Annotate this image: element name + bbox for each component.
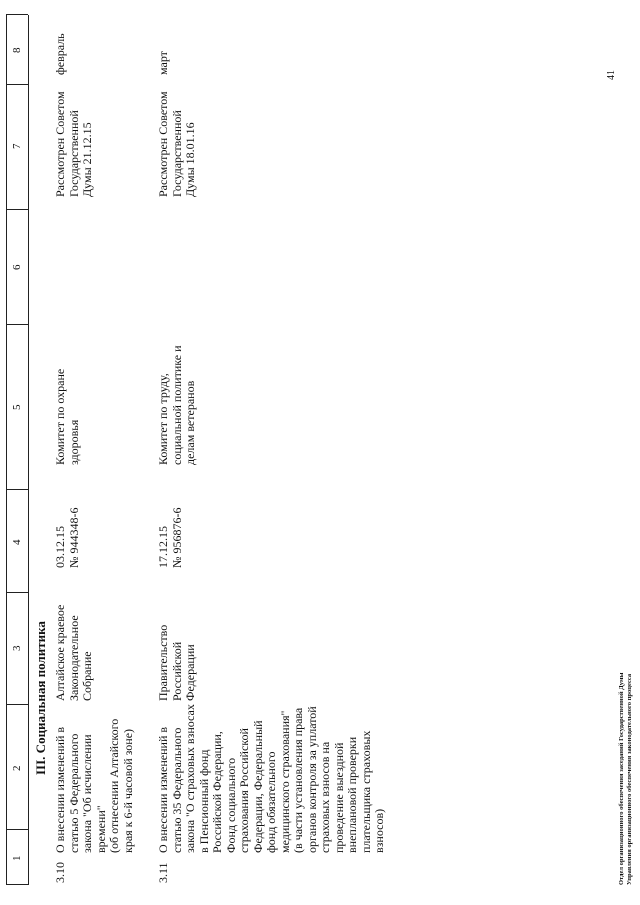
column-number: 2	[11, 765, 23, 771]
bill-registration: 17.12.15 № 956876-6	[156, 507, 184, 568]
header-bottom-rule	[28, 15, 29, 885]
bill-status: Рассмотрен Советом Государственной Думы 18.01.16	[156, 91, 197, 197]
column-number: 4	[11, 539, 23, 545]
page-number: 41	[606, 70, 617, 80]
column-number: 6	[11, 264, 23, 270]
bill-committee: Комитет по труду, социальной политике и делам ветеранов	[156, 345, 197, 465]
col-divider	[6, 209, 28, 210]
column-number: 7	[11, 143, 23, 149]
col-divider	[6, 704, 28, 705]
bill-title: О внесении изменений в статью 35 Федерального закона "О страховых взносах в Пенсионный фонд Российской Федерации, Фонд социального страхования Российской Федерации, Федеральный фонд обязательного медицинского страхования" (в части установления права органов контроля за уплатой страховых взносов на проведение выездной внеплановой проверки плательщика страховых взносов)	[156, 704, 386, 853]
row-number: 3.10	[53, 862, 67, 883]
col-divider	[6, 829, 28, 830]
col-divider	[6, 324, 28, 325]
section-title: III. Социальная политика	[33, 621, 48, 775]
col-divider	[6, 884, 28, 885]
bill-committee: Комитет по охране здоровья	[53, 368, 81, 465]
bill-month: март	[156, 51, 170, 75]
bill-title: О внесении изменений в статью 5 Федерального закона "Об исчислении времени" (об отнесении Алтайского края к 6-й часовой зоне)	[53, 718, 135, 853]
col-divider	[6, 592, 28, 593]
col-divider	[6, 84, 28, 85]
column-number: 3	[11, 645, 23, 651]
bill-month: февраль	[53, 33, 67, 75]
footer	[618, 673, 634, 885]
bill-registration: 03.12.15 № 944348-6	[53, 507, 81, 568]
footer-line: Управления организационного обеспечения законодательного процесса	[626, 673, 633, 885]
bill-status: Рассмотрен Советом Государственной Думы 21.12.15	[53, 91, 94, 197]
col-divider	[6, 14, 28, 15]
column-number: 5	[11, 404, 23, 410]
column-number: 1	[11, 855, 23, 861]
column-number: 8	[11, 47, 23, 53]
row-number: 3.11	[156, 862, 170, 883]
header-top-rule	[6, 15, 7, 885]
col-divider	[6, 489, 28, 490]
bill-initiator: Правительство Российской Федерации	[156, 624, 197, 701]
footer-line: Отдел организационного обеспечения заседаний Государственной Думы	[618, 672, 625, 885]
bill-initiator: Алтайское краевое Законодательное Собрание	[53, 604, 94, 701]
